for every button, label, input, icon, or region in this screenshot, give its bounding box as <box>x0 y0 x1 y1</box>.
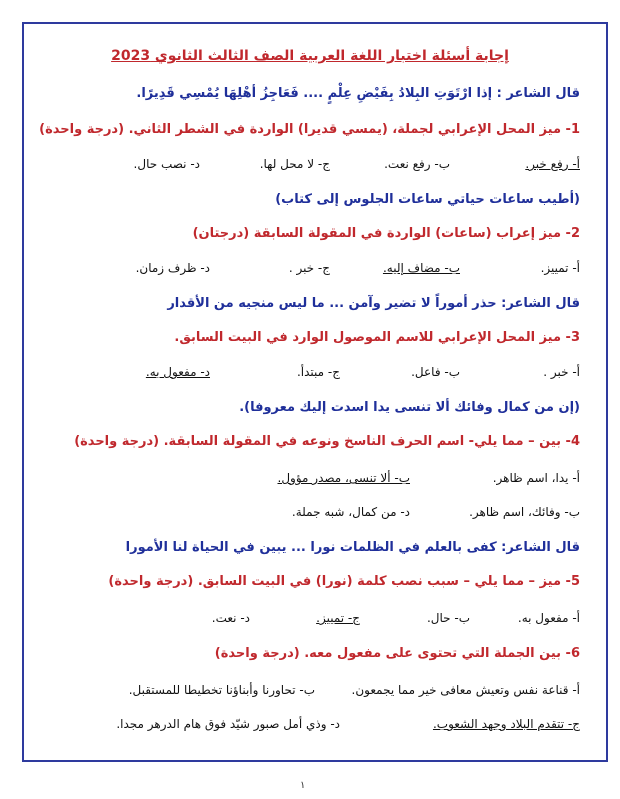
q4-option-b: ب- ألا تنسى، مصدر مؤول. <box>277 471 410 485</box>
q1-option-a: أ- رفع خبر. <box>525 157 580 171</box>
q5-option-a: أ- مفعول به. <box>517 611 580 625</box>
q3-option-d: د- مفعول به. <box>145 365 210 379</box>
page-title: إجابة أسئلة اختبار اللغة العربية الصف الثالث الثانوي 2023 <box>111 48 509 64</box>
q2-option-b: ب- مضاف إليه. <box>382 261 460 275</box>
q1-option-b: ب- رفع نعت. <box>384 157 450 171</box>
q6-option-d: د- وذي أمل صبور شيّد فوق هام الدرهر مجدا. <box>116 717 340 731</box>
q1-option-c: ج- لا محل لها. <box>259 157 330 171</box>
q2-option-a: أ- تمييز. <box>540 261 580 275</box>
q3-option-b: ب- فاعل. <box>411 365 460 379</box>
poem-5: قال الشاعر: كفى بالعلم في الظلمات نورا ... يبين في الحياة لنا الأمورا <box>125 540 580 555</box>
quote-4: (إن من كمال وفائك ألا تنسى يدا اسدت إليك معروفا). <box>239 400 580 415</box>
question-3: 3- ميز المحل الإعرابي للاسم الموصول الوارد في البيت السابق. <box>174 330 580 345</box>
question-2: 2- ميز إعراب (ساعات) الواردة في المقولة السابقة (درجتان) <box>192 226 580 241</box>
quote-2: (أطيب ساعات حياتي ساعات الجلوس إلى كتاب) <box>275 192 580 207</box>
q4-option-a: أ- يدا، اسم ظاهر. <box>492 471 580 485</box>
question-1: 1- ميز المحل الإعرابي لجملة، (يمسي قديرا) الواردة في الشطر الثاني. (درجة واحدة) <box>39 122 580 137</box>
q3-option-c: ج- مبتدأ. <box>296 365 340 379</box>
question-4: 4- بين – مما يلي- اسم الحرف الناسخ ونوعه في المقولة السابقة. (درجة واحدة) <box>74 434 580 449</box>
q3-option-a: أ- خبر . <box>543 365 580 379</box>
q4-option-d: د- من كمال، شبه جملة. <box>291 505 410 519</box>
q5-option-c: ج- تمييز. <box>316 611 360 625</box>
q6-option-c: ج- تتقدم البلاد وجهد الشعوب. <box>432 717 580 731</box>
q2-option-d: د- ظرف زمان. <box>135 261 210 275</box>
q6-option-b: ب- تحاورنا وأبناؤنا تخطيطا للمستقبل. <box>128 683 315 697</box>
q6-option-a: أ- قناعة نفس وتعيش معافى خير مما يجمعون. <box>351 683 580 697</box>
q5-option-b: ب- حال. <box>426 611 470 625</box>
page-number: ١ <box>300 780 306 791</box>
question-6: 6- بين الجملة التي تحتوى على مفعول معه. (درجة واحدة) <box>214 646 580 661</box>
poem-3: قال الشاعر: حذر أموراً لا تضير وآمن ... ما ليس منجيه من الأقدار <box>167 296 580 311</box>
q4-option-c: ب- وفائك، اسم ظاهر. <box>469 505 580 519</box>
poem-1: قال الشاعر : إذا ارْتَوَتِ البِلادُ بِفَيْضِ عِلْمٍ .... فَعَاجِزُ أهْلِهَا يُمْسِي قَدِيرًا. <box>136 86 580 101</box>
q5-option-d: د- نعت. <box>211 611 250 625</box>
question-5: 5- ميز – مما يلي – سبب نصب كلمة (نورا) في البيت السابق. (درجة واحدة) <box>108 574 580 589</box>
q2-option-c: ج- خبر . <box>288 261 330 275</box>
q1-option-d: د- نصب حال. <box>133 157 200 171</box>
